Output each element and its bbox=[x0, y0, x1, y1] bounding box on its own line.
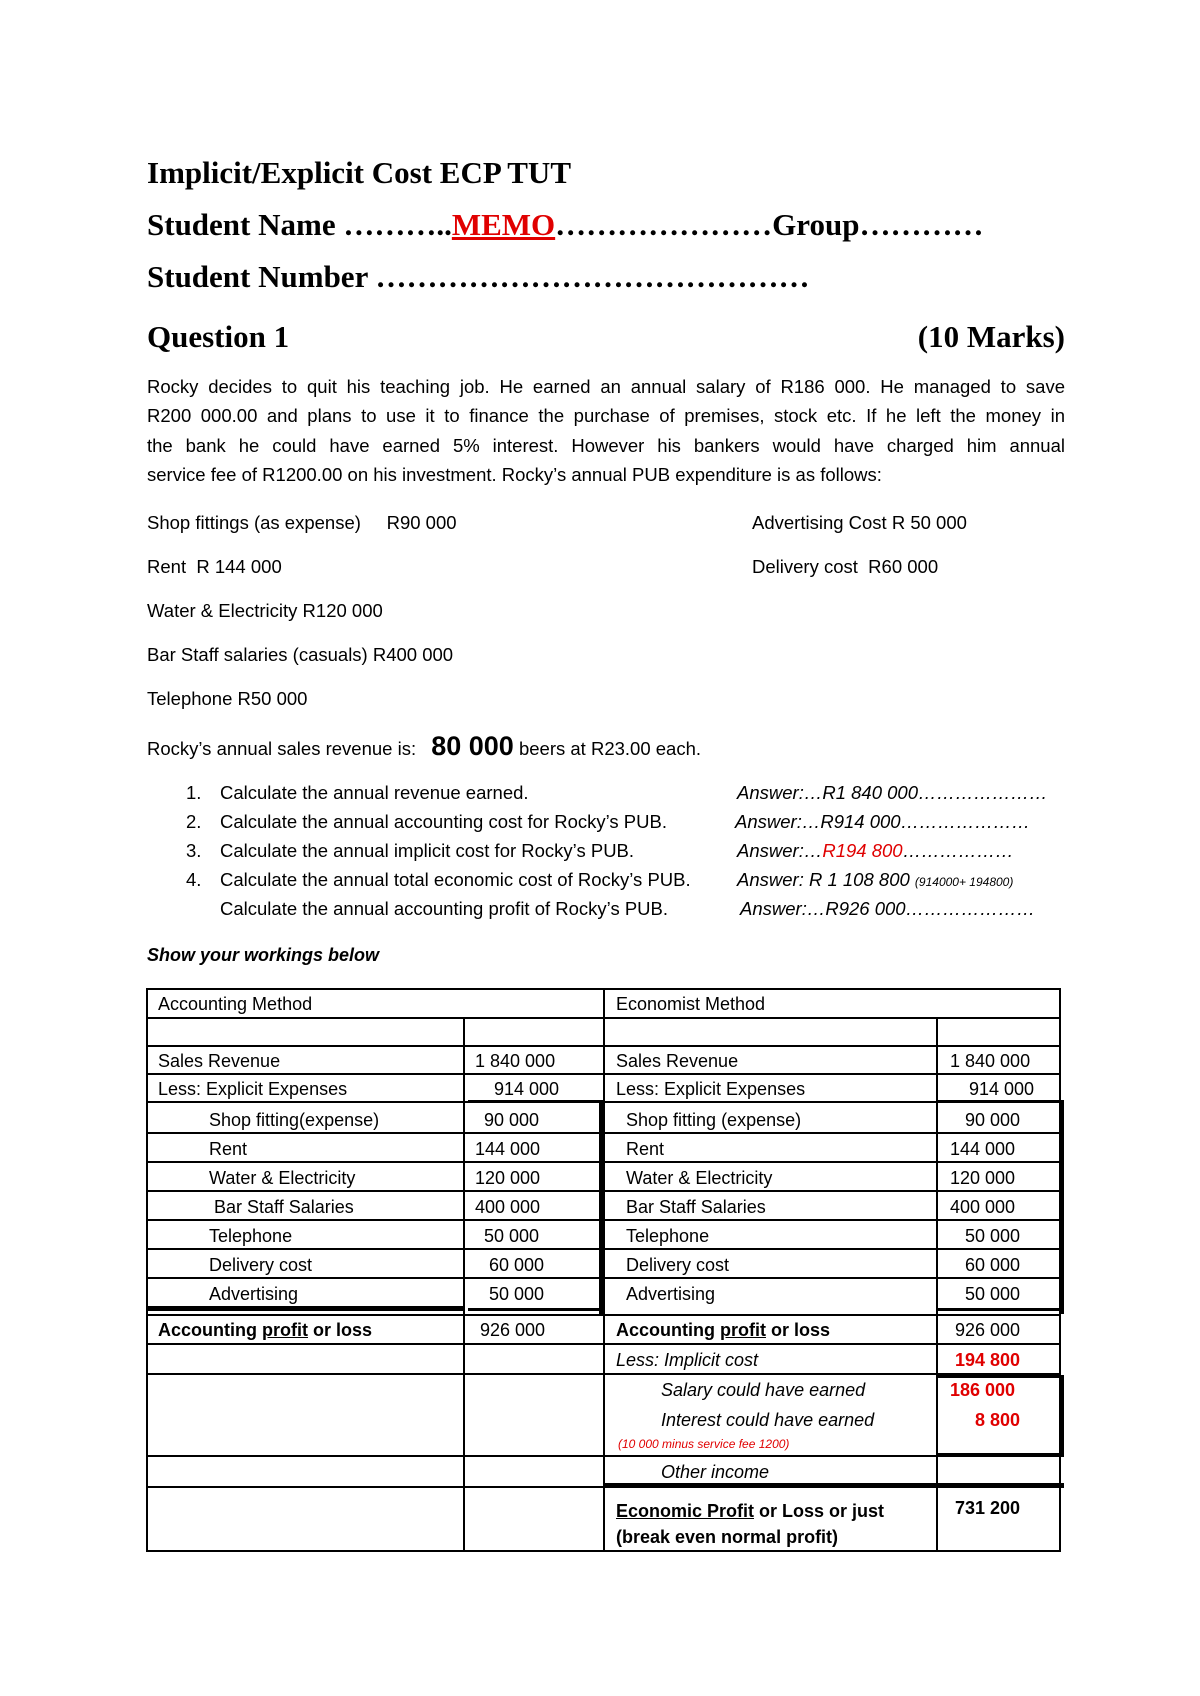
acc-expense-value: 90 000 bbox=[484, 1110, 540, 1130]
implicit-cost-value: 194 800 bbox=[955, 1350, 1021, 1370]
table-thick-border bbox=[938, 1375, 1064, 1378]
student-name-label: Student Name ……….. bbox=[147, 207, 452, 242]
eco-expense-label: Bar Staff Salaries bbox=[626, 1197, 766, 1217]
acc-expense-label: Advertising bbox=[209, 1284, 299, 1304]
acc-expense-value: 50 000 bbox=[489, 1284, 545, 1304]
table-thick-border bbox=[936, 1453, 1064, 1457]
question-title: Question 1 bbox=[147, 319, 290, 354]
group-label: …………………Group………… bbox=[555, 207, 984, 242]
acc-explicit-value: 914 000 bbox=[494, 1079, 560, 1099]
interest-note: (10 000 minus service fee 1200) bbox=[618, 1437, 790, 1451]
acc-profit-label-part: or loss bbox=[765, 1320, 831, 1340]
eco-expense-value: 50 000 bbox=[965, 1284, 1021, 1304]
expense-shop-fittings: Shop fittings (as expense) R90 000 bbox=[147, 512, 457, 533]
revenue-suffix: beers at R23.00 each. bbox=[518, 738, 702, 759]
paragraph-line: Rocky decides to quit his teaching job. He earned an annual salary of R186 000. He managed to save bbox=[147, 376, 1065, 397]
acc-expense-value: 60 000 bbox=[489, 1255, 545, 1275]
table-hline bbox=[146, 1190, 1061, 1192]
table-hline bbox=[146, 1017, 1061, 1019]
eco-sales-revenue-label: Sales Revenue bbox=[616, 1051, 739, 1071]
eco-acc-profit-value: 926 000 bbox=[955, 1320, 1021, 1340]
table-vline bbox=[463, 1017, 465, 1552]
table-thick-border bbox=[599, 1100, 603, 1314]
eco-expense-value: 144 000 bbox=[950, 1139, 1016, 1159]
table-hline bbox=[146, 1073, 1061, 1075]
acc-expense-label: Shop fitting(expense) bbox=[209, 1110, 380, 1130]
table-vline bbox=[936, 1017, 938, 1552]
economic-profit-label-part: (break even normal profit) bbox=[616, 1527, 839, 1547]
item-number: 3. bbox=[186, 840, 202, 861]
acc-expense-value: 144 000 bbox=[475, 1139, 541, 1159]
acc-profit-label bbox=[158, 1320, 372, 1341]
expense-advertising: Advertising Cost R 50 000 bbox=[752, 512, 967, 533]
student-name-value: MEMO bbox=[451, 207, 556, 242]
acc-profit-label-underlined: profit bbox=[262, 1320, 308, 1340]
expense-water: Water & Electricity R120 000 bbox=[147, 600, 383, 621]
table-thick-border bbox=[1060, 1375, 1064, 1457]
acc-expense-label: Telephone bbox=[209, 1226, 293, 1246]
implicit-cost-label: Less: Implicit cost bbox=[616, 1350, 759, 1370]
acc-explicit-label: Less: Explicit Expenses bbox=[158, 1079, 348, 1099]
eco-expense-label: Rent bbox=[626, 1139, 665, 1159]
eco-expense-value: 60 000 bbox=[965, 1255, 1021, 1275]
table-thick-border bbox=[936, 1100, 1064, 1103]
economic-profit-label bbox=[616, 1498, 884, 1550]
acc-sales-revenue-value: 1 840 000 bbox=[475, 1051, 556, 1071]
student-number-line: Student Number …………………………………… bbox=[147, 259, 810, 294]
answer-red-value: R194 800 bbox=[822, 840, 903, 861]
item-answer: Answer:…R914 000………………… bbox=[735, 811, 1031, 832]
eco-expense-label: Delivery cost bbox=[626, 1255, 730, 1275]
table-hline bbox=[146, 1101, 1061, 1103]
eco-expense-value: 50 000 bbox=[965, 1226, 1021, 1246]
eco-sales-revenue-value: 1 840 000 bbox=[950, 1051, 1031, 1071]
item-number: 1. bbox=[186, 782, 202, 803]
answer-prefix: Answer:… bbox=[737, 840, 823, 861]
eco-expense-label: Water & Electricity bbox=[626, 1168, 773, 1188]
answer-suffix: ……………… bbox=[902, 840, 1014, 861]
table-hline bbox=[146, 1343, 1061, 1345]
acc-profit-label-part: or loss bbox=[307, 1320, 373, 1340]
table-hline bbox=[146, 1248, 1061, 1250]
paragraph-line: the bank he could have earned 5% interest. However his bankers would have charged him annual bbox=[147, 434, 1065, 456]
acc-expense-value: 120 000 bbox=[475, 1168, 541, 1188]
acc-expense-value: 400 000 bbox=[475, 1197, 541, 1217]
eco-explicit-value: 914 000 bbox=[969, 1079, 1035, 1099]
table-hline bbox=[146, 1045, 1061, 1047]
item-number: 2. bbox=[186, 811, 202, 832]
expense-delivery: Delivery cost R60 000 bbox=[752, 556, 939, 577]
answer-working: (914000+ 194800) bbox=[914, 875, 1014, 889]
table-hline bbox=[146, 1132, 1061, 1134]
table-thick-border bbox=[146, 1306, 464, 1311]
eco-expense-value: 120 000 bbox=[950, 1168, 1016, 1188]
acc-profit-label-part: Accounting bbox=[616, 1320, 720, 1340]
item-text: Calculate the annual revenue earned. bbox=[220, 782, 529, 803]
acc-profit-label-underlined: profit bbox=[720, 1320, 766, 1340]
header-accounting-method: Accounting Method bbox=[158, 994, 313, 1014]
acc-profit-value: 926 000 bbox=[480, 1320, 546, 1340]
item-answer: Answer:…R926 000………………… bbox=[740, 898, 1036, 919]
table-thick-border bbox=[604, 1483, 1064, 1488]
workings-label: Show your workings below bbox=[147, 945, 380, 965]
doc-title: Implicit/Explicit Cost ECP TUT bbox=[147, 155, 571, 190]
eco-expense-label: Telephone bbox=[626, 1226, 710, 1246]
eco-expense-label: Shop fitting (expense) bbox=[626, 1110, 802, 1130]
revenue-quantity: 80 000 bbox=[431, 731, 514, 761]
table-thick-border bbox=[1060, 1100, 1064, 1314]
paragraph-line: service fee of R1200.00 on his investment. Rocky’s annual PUB expenditure is as follows: bbox=[147, 463, 882, 485]
interest-value: 8 800 bbox=[975, 1410, 1021, 1430]
table-hline bbox=[146, 1219, 1061, 1221]
table-thick-border bbox=[468, 1308, 603, 1311]
question-marks: (10 Marks) bbox=[917, 319, 1065, 354]
table-hline bbox=[146, 1277, 1061, 1279]
item-answer bbox=[737, 869, 1013, 891]
question-paragraph bbox=[147, 372, 1065, 489]
salary-label: Salary could have earned bbox=[661, 1380, 866, 1400]
item-text: Calculate the annual implicit cost for Rocky’s PUB. bbox=[220, 840, 635, 861]
table-hline bbox=[146, 1314, 1061, 1316]
economic-profit-value: 731 200 bbox=[955, 1498, 1021, 1518]
expense-rent: Rent R 144 000 bbox=[147, 556, 282, 577]
acc-expense-value: 50 000 bbox=[484, 1226, 540, 1246]
table-hline bbox=[146, 1161, 1061, 1163]
table-hline bbox=[146, 1455, 1061, 1457]
acc-expense-label: Delivery cost bbox=[209, 1255, 313, 1275]
table-thick-border bbox=[468, 1100, 603, 1103]
eco-expense-value: 400 000 bbox=[950, 1197, 1016, 1217]
acc-expense-label: Water & Electricity bbox=[209, 1168, 356, 1188]
item-answer bbox=[737, 840, 1014, 862]
economic-profit-label-part: or Loss or just bbox=[754, 1501, 885, 1521]
other-income-label: Other income bbox=[661, 1462, 770, 1482]
eco-explicit-label: Less: Explicit Expenses bbox=[616, 1079, 806, 1099]
student-name-line bbox=[147, 207, 983, 243]
table-thick-border bbox=[936, 1308, 1064, 1311]
acc-sales-revenue-label: Sales Revenue bbox=[158, 1051, 281, 1071]
item-text: Calculate the annual accounting cost for Rocky’s PUB. bbox=[220, 811, 667, 832]
expense-telephone: Telephone R50 000 bbox=[147, 688, 308, 709]
interest-label: Interest could have earned bbox=[661, 1410, 875, 1430]
item-answer: Answer:…R1 840 000………………… bbox=[737, 782, 1048, 803]
answer-value: Answer: R 1 108 800 bbox=[737, 869, 910, 890]
acc-expense-label: Rent bbox=[209, 1139, 248, 1159]
eco-expense-label: Advertising bbox=[626, 1284, 716, 1304]
eco-acc-profit-label bbox=[616, 1320, 830, 1341]
salary-value: 186 000 bbox=[950, 1380, 1016, 1400]
table-hline bbox=[146, 1373, 1061, 1375]
header-economist-method: Economist Method bbox=[616, 994, 766, 1014]
acc-expense-label: Bar Staff Salaries bbox=[209, 1197, 354, 1217]
item-number: 4. bbox=[186, 869, 202, 890]
economic-profit-label-underlined: Economic Profit bbox=[616, 1501, 755, 1521]
item-text: Calculate the annual total economic cost of Rocky’s PUB. bbox=[220, 869, 691, 890]
acc-profit-label-part: Accounting bbox=[158, 1320, 262, 1340]
paragraph-line: R200 000.00 and plans to use it to finance the purchase of premises, stock etc. If he left the money in bbox=[147, 405, 1065, 427]
item-text: Calculate the annual accounting profit of Rocky’s PUB. bbox=[220, 898, 669, 919]
eco-expense-value: 90 000 bbox=[965, 1110, 1021, 1130]
expense-bar-staff: Bar Staff salaries (casuals) R400 000 bbox=[147, 644, 454, 665]
revenue-line bbox=[147, 732, 701, 763]
revenue-prefix: Rocky’s annual sales revenue is: bbox=[147, 738, 417, 759]
